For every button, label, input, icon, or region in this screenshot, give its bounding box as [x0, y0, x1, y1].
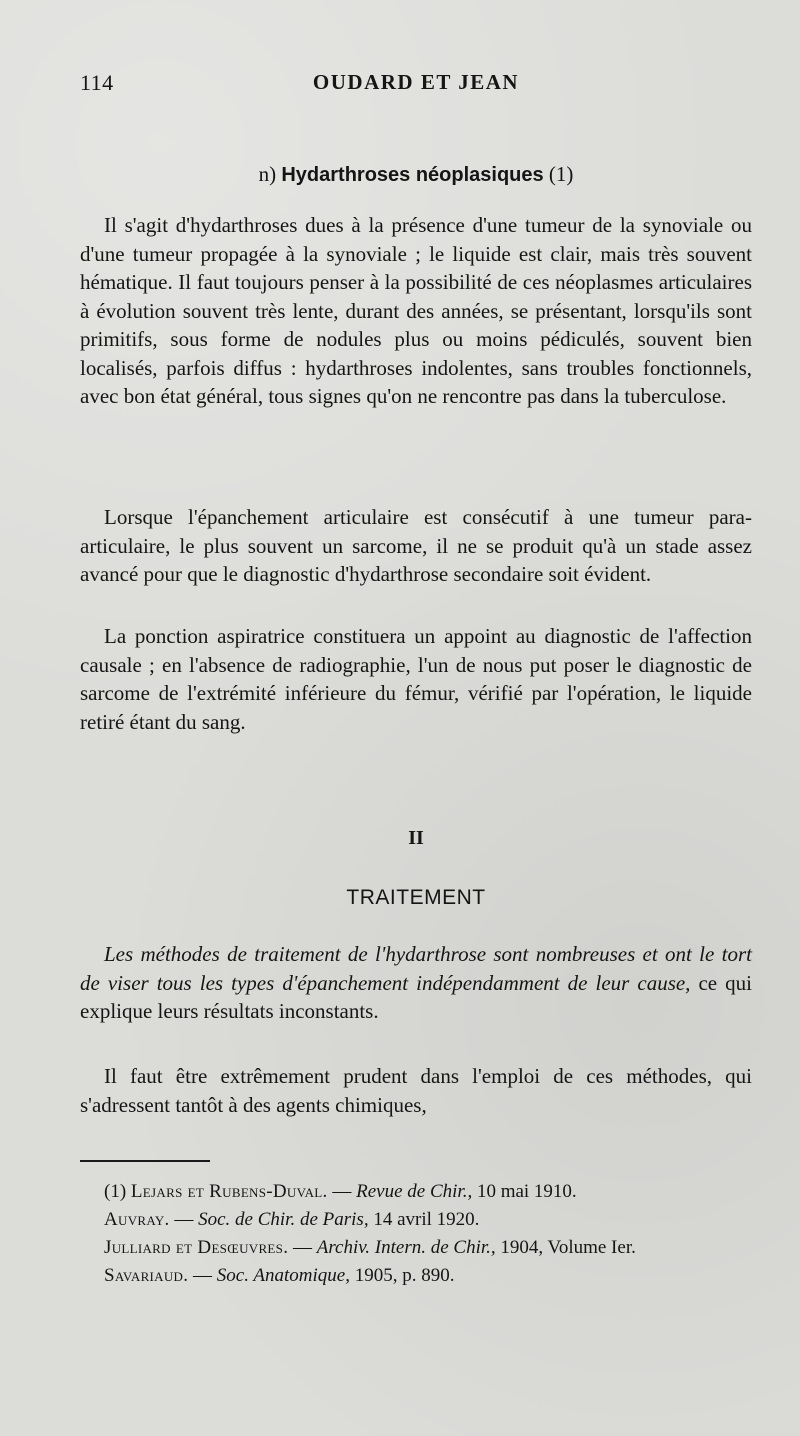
treatment-heading: TRAITEMENT	[346, 886, 486, 909]
footnote-ref: (1)	[548, 162, 574, 186]
running-head: OUDARD ET JEAN	[312, 70, 520, 94]
paragraph-1: Il s'agit d'hydarthroses dues à la présence d'une tumeur de la synoviale ou d'une tumeur propagée à la synoviale ; le liquide est clair, mais très souvent hématique. Il faut toujours penser à la possibilité de ces néoplasmes articulaires à évolution souvent très lente, durant des années, se présentant, lorsqu'ils sont primitifs, sous forme de nodules plus ou moins pédiculés, souvent bien localisés, parfois diffus : hydarthroses indolentes, sans troubles fonctionnels, avec bon état général, tous signes qu'on ne rencontre pas dans la tuberculose.	[80, 213, 752, 408]
chapter-numeral: II	[408, 827, 424, 849]
treatment-paragraph-2: Il faut être extrêmement prudent dans l'emploi de ces méthodes, qui s'adressent tantôt à des agents chimiques,	[80, 1064, 752, 1117]
footnote-date: 1904, Volume Ier.	[500, 1237, 636, 1258]
treatment-paragraph-1	[80, 940, 752, 1026]
paragraph-2: Lorsque l'épanchement articulaire est consécutif à une tumeur para-articulaire, le plus souvent un sarcome, il ne se produit qu'à un stade assez avancé pour que le diagnostic d'hydarthrose secondaire soit évident.	[80, 505, 752, 586]
treatment-italic-text: Les méthodes de traitement de l'hydarthrose sont nombreuses et ont le tort de viser tous les types d'épanchement indépendamment de leur cause,	[80, 942, 752, 995]
page-header	[80, 70, 752, 104]
footnote-journal: Soc. de Chir. de Paris,	[198, 1209, 369, 1230]
footnote-date: 14 avril 1920.	[373, 1209, 480, 1230]
section-n-body-2	[80, 503, 752, 589]
footnote-authors: Auvray.	[104, 1209, 170, 1230]
treatment-body-2	[80, 1062, 752, 1119]
footnote-authors: Savariaud.	[104, 1265, 189, 1286]
section-title-text: Hydarthroses néoplasiques	[281, 164, 544, 186]
footnote-dash: —	[332, 1181, 352, 1202]
footnote-2	[80, 1206, 752, 1234]
treatment-rest-text: ce qui explique leurs résultats inconstants.	[80, 970, 752, 1023]
section-n-body-3	[80, 622, 752, 736]
footnote-marker: (1)	[104, 1181, 127, 1202]
footnote-journal: Revue de Chir.,	[356, 1181, 473, 1202]
footnote-1	[80, 1178, 752, 1206]
footnote-dash: —	[174, 1209, 194, 1230]
footnote-journal: Archiv. Intern. de Chir.,	[316, 1237, 496, 1258]
footnote-journal: Soc. Anatomique,	[216, 1265, 350, 1286]
paragraph-3: La ponction aspiratrice constituera un appoint au diagnostic de l'affection causale ; en l'absence de radiographie, l'un de nous put poser le diagnostic de sarcome de l'extrémité inférieure du fémur, vérifié par l'opération, le liquide retiré étant du sang.	[80, 624, 752, 734]
section-n-body	[80, 211, 752, 411]
footnote-dash: —	[193, 1265, 213, 1286]
footnote-authors: Lejars et Rubens-Duval.	[130, 1181, 328, 1202]
footnote-dash: —	[293, 1237, 312, 1258]
footnote-3	[80, 1234, 752, 1262]
footnote-date: 1905, p. 890.	[354, 1265, 455, 1286]
footnote-rule	[80, 1160, 210, 1162]
treatment-body	[80, 940, 752, 1026]
footnote-date: 10 mai 1910.	[476, 1181, 577, 1202]
footnote-authors: Julliard et Desœuvres.	[104, 1237, 289, 1258]
section-title	[80, 162, 752, 187]
section-n-heading	[80, 162, 752, 187]
footnotes	[80, 1178, 752, 1290]
footnote-4	[80, 1262, 752, 1290]
section-label: n)	[258, 162, 277, 186]
page-number: 114	[80, 70, 114, 95]
